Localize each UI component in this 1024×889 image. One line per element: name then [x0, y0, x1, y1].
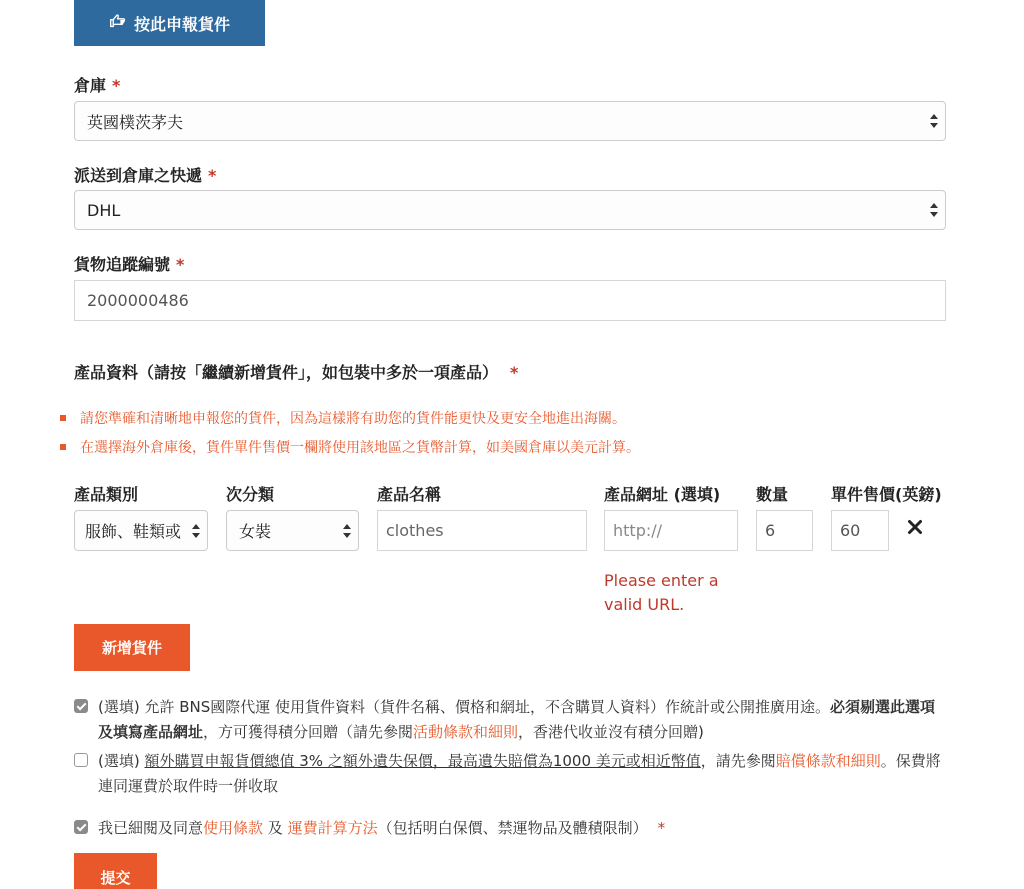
- consent-insurance-text: [98, 749, 946, 799]
- warehouse-label-text: 倉庫: [74, 76, 107, 95]
- consent-terms-checkbox[interactable]: [74, 820, 88, 834]
- product-name-value: clothes: [386, 521, 444, 540]
- courier-select[interactable]: [74, 190, 946, 230]
- notice-item: [60, 437, 640, 457]
- column-header-product-url: 產品網址 (選填): [604, 485, 721, 504]
- required-marker: *: [112, 76, 121, 95]
- add-shipment-button[interactable]: 新增貨件: [74, 624, 190, 671]
- tracking-number-input[interactable]: [74, 280, 946, 321]
- unit-price-value: 60: [840, 521, 861, 540]
- warehouse-value: 英國樸茨茅夫: [87, 112, 184, 132]
- unit-price-input[interactable]: [831, 510, 889, 551]
- required-marker: *: [176, 255, 185, 274]
- consent-stats-bold: 必須剔選此選項及填寫產品網址: [98, 698, 936, 741]
- required-marker: *: [657, 819, 666, 837]
- url-error-message: [604, 569, 719, 617]
- column-header-product-name: 產品名稱: [377, 485, 442, 504]
- consent-stats-row: [74, 695, 946, 745]
- required-marker: *: [208, 166, 217, 185]
- consent-stats-text-a: (選填) 允許 BNS國際代運 使用貨件資料（貨件名稱、價格和網址，不含購買人資料）作統計或公開推廣用途。: [98, 698, 831, 716]
- product-url-input[interactable]: [604, 510, 738, 551]
- compensation-terms-link[interactable]: 賠償條款和細則: [775, 752, 881, 770]
- consent-terms-text-b: （包括明白保價、禁運物品及體積限制）: [377, 819, 648, 837]
- category-select[interactable]: [74, 510, 208, 551]
- tracking-number-value: 2000000486: [87, 291, 189, 310]
- campaign-terms-link[interactable]: 活動條款和細則: [413, 723, 519, 741]
- consent-insurance-checkbox[interactable]: [74, 753, 88, 767]
- select-arrows-icon: [929, 113, 939, 129]
- consent-stats-text: [98, 695, 946, 745]
- quantity-input[interactable]: [756, 510, 813, 551]
- column-header-unit-price: 單件售價(英鎊): [831, 485, 942, 504]
- select-arrows-icon: [191, 523, 201, 539]
- consent-stats-text-c: ，香港代收並沒有積分回贈): [518, 723, 704, 741]
- consent-insurance-row: [74, 749, 946, 799]
- bullet-icon: [60, 415, 66, 421]
- quantity-value: 6: [765, 521, 776, 540]
- subcategory-select[interactable]: [226, 510, 359, 551]
- consent-stats-text-b: ，方可獲得積分回贈（請先參閱: [203, 723, 414, 741]
- consent-terms-row: [74, 816, 946, 841]
- declare-shipment-button[interactable]: [74, 0, 265, 46]
- column-header-quantity: 數量: [756, 485, 789, 504]
- subcategory-value: 女裝: [239, 522, 272, 541]
- consent-terms-mid: 及: [263, 819, 288, 837]
- declare-shipment-label: 按此申報貨件: [133, 16, 230, 34]
- category-value: 服飾、鞋類或: [85, 522, 182, 541]
- courier-value: DHL: [87, 200, 121, 220]
- product-info-heading: [74, 360, 518, 383]
- product-url-placeholder: http://: [613, 521, 663, 540]
- courier-label-text: 派送到倉庫之快遞: [74, 166, 203, 185]
- product-name-input[interactable]: [377, 510, 587, 551]
- bullet-icon: [60, 444, 66, 450]
- select-arrows-icon: [929, 202, 939, 218]
- product-info-heading-text: 產品資料（請按「繼續新增貨件」，如包裝中多於一項產品）: [74, 363, 499, 382]
- tracking-label: [74, 252, 184, 275]
- consent-insurance-prefix: (選填): [98, 752, 145, 770]
- consent-insurance-text-c: 。保費將連同運費於取件時一併收取: [98, 752, 941, 795]
- url-error-line: valid URL.: [604, 595, 685, 614]
- consent-stats-checkbox[interactable]: [74, 699, 88, 713]
- hand-pointing-icon: [109, 12, 126, 34]
- consent-insurance-text-b: ，請先參閱: [700, 752, 776, 770]
- select-arrows-icon: [342, 523, 352, 539]
- terms-of-use-link[interactable]: 使用條款: [203, 819, 264, 837]
- courier-label: [74, 163, 216, 186]
- consent-terms-text: [98, 816, 946, 841]
- warehouse-label: [74, 73, 120, 96]
- warehouse-select[interactable]: [74, 101, 946, 141]
- column-header-category: 產品類別: [74, 485, 139, 504]
- column-header-subcategory: 次分類: [226, 485, 275, 504]
- tracking-label-text: 貨物追蹤編號: [74, 255, 171, 274]
- url-error-line: Please enter a: [604, 571, 719, 590]
- required-marker: *: [510, 363, 519, 382]
- notice-text: 在選擇海外倉庫後，貨件單件售價一欄將使用該地區之貨幣計算，如美國倉庫以美元計算。: [80, 440, 640, 456]
- consent-insurance-underlined: 額外購買申報貨價總值 3% 之額外遺失保價，最高遺失賠償為1000 美元或相近幣值: [144, 752, 701, 770]
- notice-item: [60, 408, 626, 428]
- notice-text: 請您準確和清晰地申報您的貨件，因為這樣將有助您的貨件能更快及更安全地進出海關。: [80, 411, 626, 427]
- consent-terms-text-a: 我已細閱及同意: [98, 819, 204, 837]
- shipping-calculation-link[interactable]: 運費計算方法: [287, 819, 378, 837]
- submit-button[interactable]: 提交: [74, 853, 157, 889]
- remove-row-icon[interactable]: [907, 519, 923, 535]
